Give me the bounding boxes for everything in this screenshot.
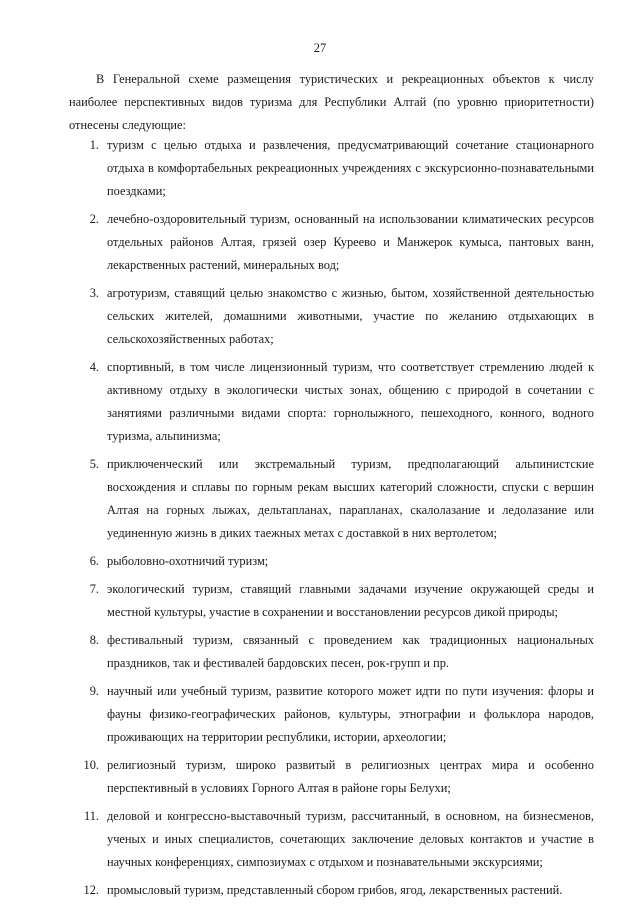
item-text: фестивальный туризм, связанный с проведением как традиционных национальных праздников, так и фестивалей бардовских песен, рок-групп и пр.: [107, 633, 594, 670]
list-item: [69, 453, 594, 545]
item-number: 5.: [89, 457, 99, 471]
item-number: 1.: [89, 138, 99, 152]
item-number: 10.: [83, 758, 99, 772]
list-item: [69, 578, 594, 624]
list-item: [69, 550, 594, 573]
page-number: 27: [313, 41, 327, 55]
item-number: 2.: [89, 212, 99, 226]
item-text: лечебно-оздоровительный туризм, основанный на использовании климатических ресурсов отдельных районов Алтая, грязей озер Куреево и Манжерок кумыса, пантовых ванн, лекарственных растений, минеральных вод;: [107, 212, 594, 272]
item-text: деловой и конгрессно-выставочный туризм, рассчитанный, в основном, на бизнесменов, ученых и иных специалистов, сочетающих заключение деловых контактов и участие в научных конференциях, симпозиумах с отдыхом и познавательными экскурсиями;: [107, 809, 594, 869]
item-text: рыболовно-охотничий туризм;: [107, 554, 269, 568]
item-text: спортивный, в том числе лицензионный туризм, что соответствует стремлению людей к активному отдыху в экологически чистых зонах, общению с природой в сочетании с занятиями различными видами спорта: горнолыжного, пешеходного, конного, водного туризма, альпинизма;: [107, 360, 594, 443]
list-item: [69, 282, 594, 351]
item-number: 3.: [89, 286, 99, 300]
list-item: [69, 879, 594, 902]
list-item: [69, 356, 594, 448]
item-number: 11.: [83, 809, 99, 823]
list-item: [69, 134, 594, 203]
item-number: 9.: [89, 684, 99, 698]
item-number: 4.: [89, 360, 99, 374]
item-text: туризм с целью отдыха и развлечения, предусматривающий сочетание стационарного отдыха в комфортабельных рекреационных учреждениях с экскурсионно-познавательными поездками;: [107, 138, 594, 198]
list-item: [69, 754, 594, 800]
item-text: религиозный туризм, широко развитый в религиозных центрах мира и особенно перспективный в условиях Горного Алтая в районе горы Белухи;: [107, 758, 594, 795]
item-text: научный или учебный туризм, развитие которого может идти по пути изучения: флоры и фауны физико-географических районов, культуры, этнографии и фольклора народов, проживающих на территории республики, истории, археологии;: [107, 684, 594, 744]
list-item: [69, 805, 594, 874]
list-item: [69, 208, 594, 277]
item-text: приключенческий или экстремальный туризм, предполагающий альпинистские восхождения и сплавы по горным рекам высших категорий сложности, спуски с вершин Алтая на горных лыжах, дельтапланах, парапланах, скалолазание и ледолазание или уединенную жизнь в диких таежных метах с доставкой в них вертолетом;: [107, 457, 594, 540]
item-text: экологический туризм, ставящий главными задачами изучение окружающей среды и местной культуры, участие в сохранении и восстановлении ресурсов дикой природы;: [107, 582, 594, 619]
item-number: 12.: [83, 883, 99, 897]
tourism-types-list: [69, 134, 594, 907]
item-number: 7.: [89, 582, 99, 596]
list-item: [69, 629, 594, 675]
intro-paragraph: В Генеральной схеме размещения туристических и рекреационных объектов к числу наиболее перспективных видов туризма для Республики Алтай (по уровню приоритетности) отнесены следующие:: [69, 72, 594, 132]
item-text: агротуризм, ставящий целью знакомство с жизнью, бытом, хозяйственной деятельностью сельских жителей, домашними животными, участие по желанию отдыхающих в сельскохозяйственных работах;: [107, 286, 594, 346]
list-item: [69, 680, 594, 749]
item-number: 6.: [89, 554, 99, 568]
item-number: 8.: [89, 633, 99, 647]
item-text: промысловый туризм, представленный сбором грибов, ягод, лекарственных растений.: [107, 883, 563, 897]
